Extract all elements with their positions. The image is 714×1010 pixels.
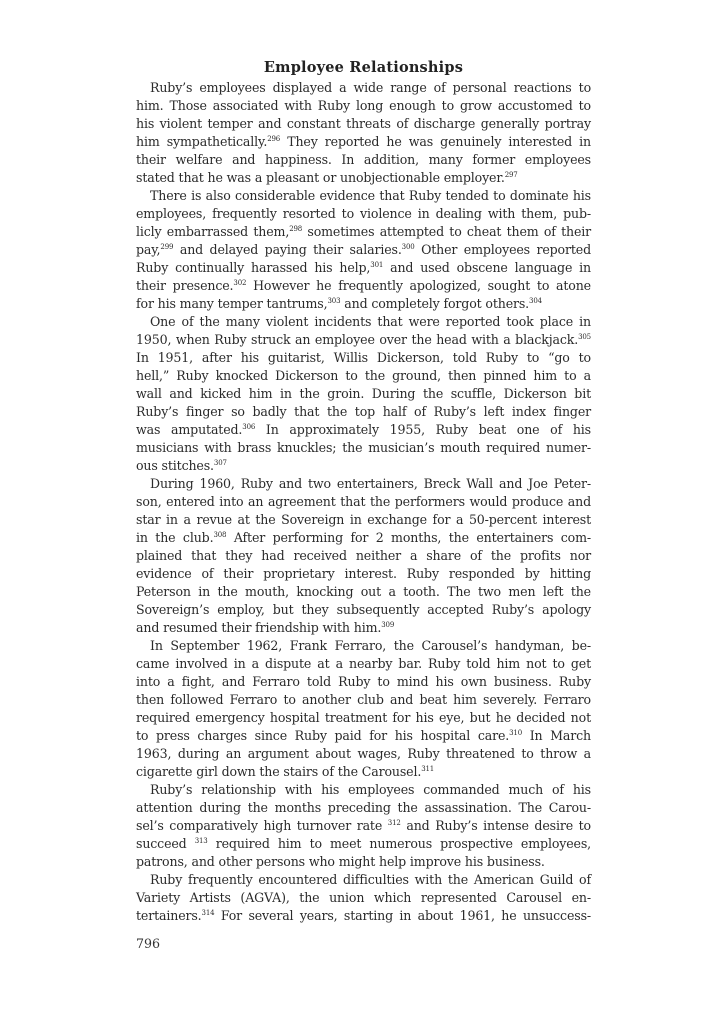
document-body	[136, 79, 591, 925]
paragraph	[136, 313, 591, 475]
text-line: pay,$^{299}$ and delayed paying their salaries.$^{300}$ Other employees reported	[136, 242, 591, 257]
paragraph	[136, 79, 591, 187]
paragraph	[136, 475, 591, 637]
text-line: succeed $^{313}$ required him to meet numerous prospective employees,	[136, 836, 591, 851]
text-line: 1963, during an argument about wages, Ruby threatened to throw a	[136, 746, 591, 761]
text-line: In September 1962, Frank Ferraro, the Carousel’s handyman, be-	[150, 638, 591, 653]
footnote-ref: 306	[242, 423, 256, 431]
footnote-ref: 296	[267, 135, 281, 143]
text-line: into a fight, and Ferraro told Ruby to mind his own business. Ruby	[136, 674, 591, 689]
text-line: to press charges since Ruby paid for his hospital care.$^{310}$ In March	[136, 728, 591, 743]
footnote-ref: 310	[509, 729, 523, 737]
text-line: required emergency hospital treatment for his eye, but he decided not	[136, 710, 591, 725]
footnote-ref: 299	[160, 243, 174, 251]
paragraph	[136, 781, 591, 871]
footnote-ref: 313	[194, 837, 208, 845]
paragraph	[136, 187, 591, 313]
text-line: patrons, and other persons who might help improve his business.	[136, 854, 545, 869]
text-line: attention during the months preceding the assassination. The Carou-	[136, 800, 591, 815]
text-line: then followed Ferraro to another club and beat him severely. Ferraro	[136, 692, 591, 707]
text-line: was amputated.$^{306}$ In approximately 1955, Ruby beat one of his	[136, 422, 591, 437]
text-line: came involved in a dispute at a nearby bar. Ruby told him not to get	[136, 656, 591, 671]
section-title: Employee Relationships	[263, 59, 464, 76]
text-line: his violent temper and constant threats of discharge generally portray	[136, 116, 591, 131]
footnote-ref: 301	[370, 261, 384, 269]
text-line: 1950, when Ruby struck an employee over the head with a blackjack.$^{305}$	[136, 332, 591, 347]
text-line: Variety Artists (AGVA), the union which represented Carousel en-	[136, 890, 591, 905]
footnote-ref: 311	[421, 765, 435, 773]
text-line: evidence of their proprietary interest. Ruby responded by hitting	[136, 566, 591, 581]
footnote-ref: 308	[213, 531, 227, 539]
text-line: for his many temper tantrums,$^{303}$ and completely forgot others.$^{304}$	[136, 296, 542, 311]
text-line: licly embarrassed them,$^{298}$ sometimes attempted to cheat them of their	[136, 224, 591, 239]
page-number: 796	[136, 936, 161, 951]
text-line: Ruby’s employees displayed a wide range of personal reactions to	[150, 80, 591, 95]
text-line: There is also considerable evidence that Ruby tended to dominate his	[150, 188, 591, 203]
text-line: him. Those associated with Ruby long enough to grow accustomed to	[136, 98, 591, 113]
footnote-ref: 309	[381, 621, 395, 629]
footnote-ref: 303	[327, 297, 341, 305]
text-line: Peterson in the mouth, knocking out a tooth. The two men left the	[136, 584, 591, 599]
footnote-ref: 297	[504, 171, 518, 179]
text-line: son, entered into an agreement that the performers would produce and	[136, 494, 591, 509]
text-line: stated that he was a pleasant or unobjectionable employer.$^{297}$	[136, 170, 518, 185]
text-line: Ruby’s finger so badly that the top half of Ruby’s left index finger	[136, 404, 591, 419]
text-line: their presence.$^{302}$ However he frequently apologized, sought to atone	[136, 278, 591, 293]
text-line: One of the many violent incidents that were reported took place in	[150, 314, 591, 329]
text-line: plained that they had received neither a share of the profits nor	[136, 548, 591, 563]
text-line: their welfare and happiness. In addition, many former employees	[136, 152, 591, 167]
text-line: cigarette girl down the stairs of the Carousel.$^{311}$	[136, 764, 435, 779]
footnote-ref: 298	[289, 225, 303, 233]
text-line: hell,” Ruby knocked Dickerson to the ground, then pinned him to a	[136, 368, 591, 383]
footnote-ref: 300	[401, 243, 415, 251]
text-line: in the club.$^{308}$ After performing for 2 months, the entertainers com-	[136, 530, 591, 545]
footnote-ref: 314	[201, 909, 215, 917]
text-line: tertainers.$^{314}$ For several years, starting in about 1961, he unsuccess-	[136, 908, 591, 923]
text-line: employees, frequently resorted to violence in dealing with them, pub-	[136, 206, 591, 221]
text-line: musicians with brass knuckles; the musician’s mouth required numer-	[136, 440, 591, 455]
text-line: During 1960, Ruby and two entertainers, Breck Wall and Joe Peter-	[150, 476, 591, 491]
text-line: star in a revue at the Sovereign in exchange for a 50-percent interest	[136, 512, 591, 527]
text-line: wall and kicked him in the groin. During the scuffle, Dickerson bit	[136, 386, 591, 401]
text-line: and resumed their friendship with him.$^{309}$	[136, 620, 395, 635]
footnote-ref: 312	[387, 819, 401, 827]
text-line: Ruby frequently encountered difficulties with the American Guild of	[150, 872, 591, 887]
footnote-ref: 304	[529, 297, 542, 305]
text-line: sel’s comparatively high turnover rate $^{312}$ and Ruby’s intense desire to	[136, 818, 591, 833]
footnote-ref: 307	[213, 459, 227, 467]
document-page	[136, 58, 591, 953]
text-line: ous stitches.$^{307}$	[136, 458, 227, 473]
text-line: In 1951, after his guitarist, Willis Dickerson, told Ruby to “go to	[136, 350, 591, 365]
paragraph	[136, 637, 591, 781]
text-line: Ruby continually harassed his help,$^{301}$ and used obscene language in	[136, 260, 591, 275]
text-line: him sympathetically.$^{296}$ They reported he was genuinely interested in	[136, 134, 591, 149]
paragraph	[136, 871, 591, 925]
footnote-ref: 305	[578, 333, 591, 341]
footnote-ref: 302	[233, 279, 247, 287]
text-line: Ruby’s relationship with his employees commanded much of his	[150, 782, 591, 797]
text-line: Sovereign’s employ, but they subsequently accepted Ruby’s apology	[136, 602, 591, 617]
